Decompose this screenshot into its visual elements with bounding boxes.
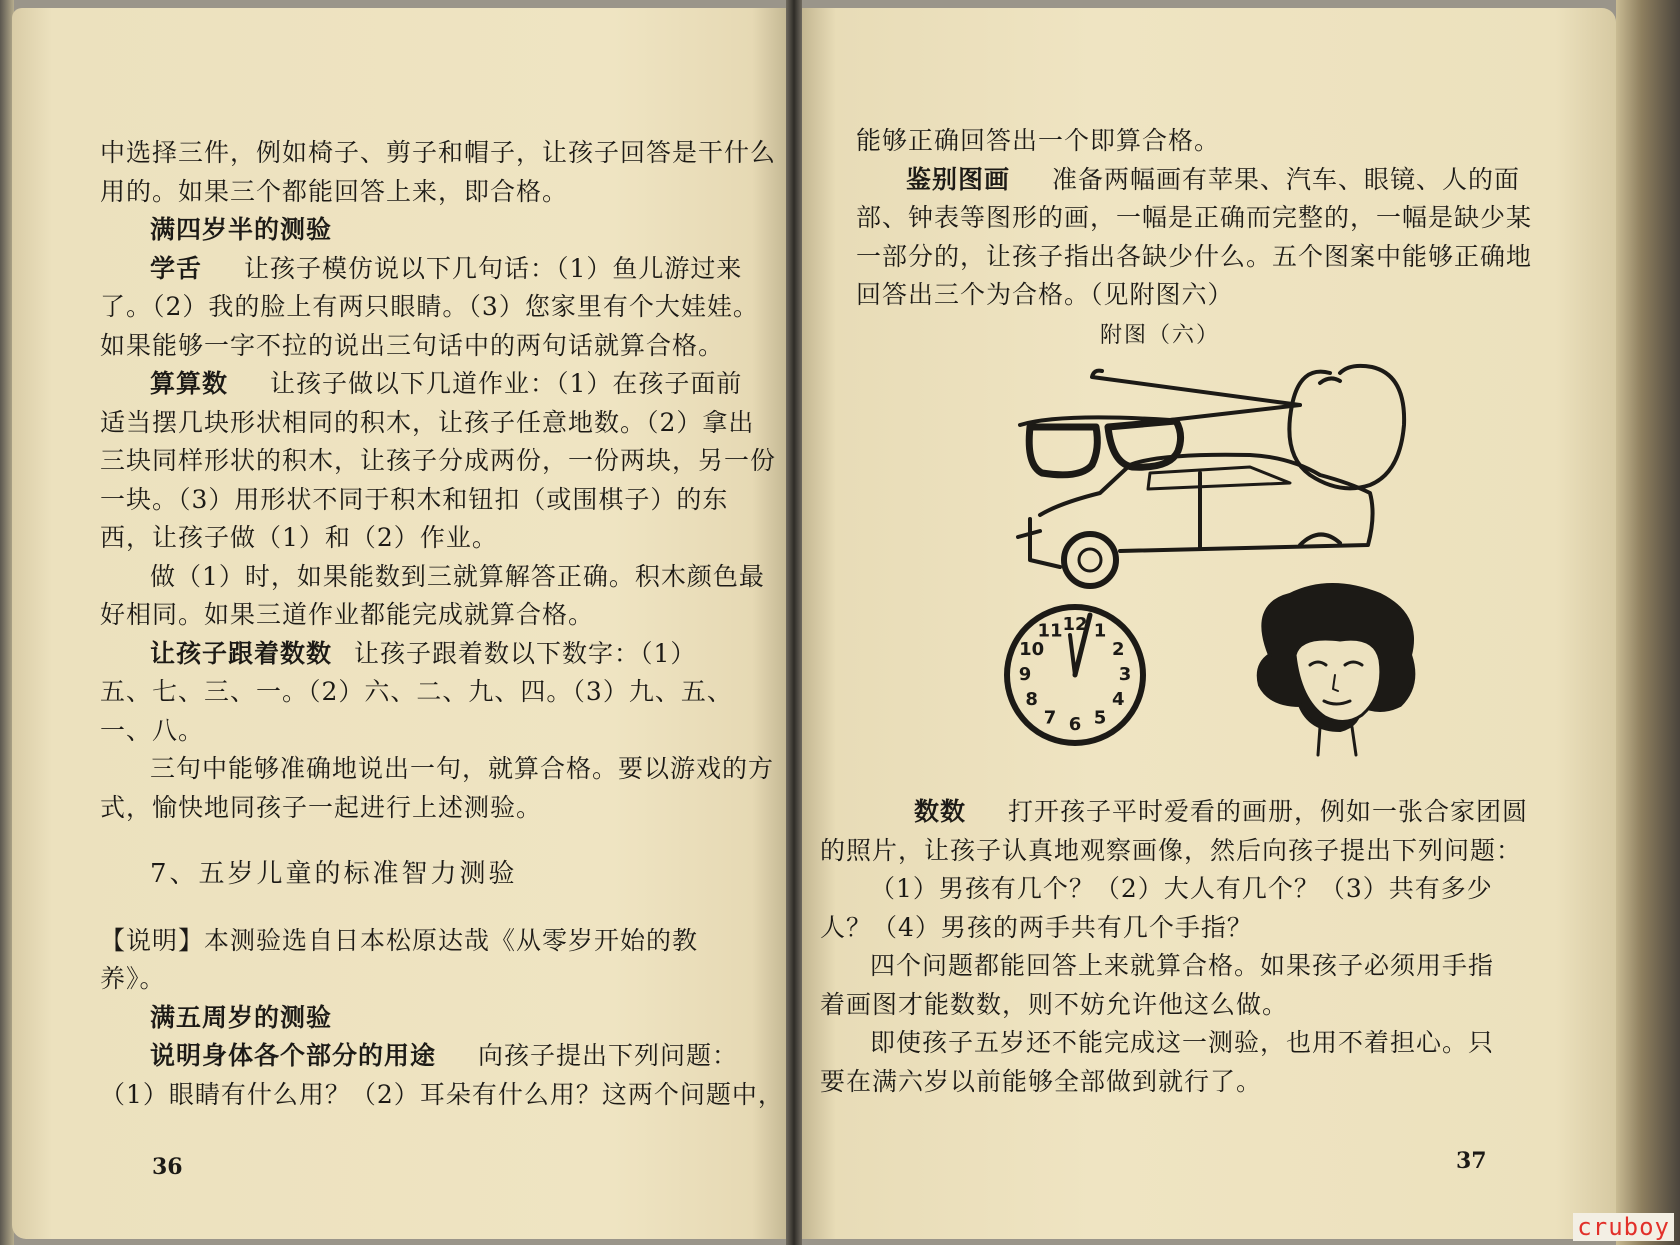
- clock-number: 1: [1093, 620, 1107, 642]
- clock-number: 11: [1037, 620, 1063, 642]
- text-line: 让孩子做以下几道作业：（1）在孩子面前: [270, 369, 743, 398]
- face-drawing: [1259, 585, 1414, 755]
- page-number-right: 37: [1456, 1148, 1487, 1174]
- text-line: （1）眼睛有什么用？（2）耳朵有什么用？这两个问题中，: [100, 1079, 784, 1109]
- text-line: 能够正确回答出一个即算合格。: [856, 126, 1221, 155]
- book-gutter: [786, 0, 802, 1245]
- watermark: cruboy: [1573, 1213, 1674, 1241]
- label-body-parts: 说明身体各个部分的用途: [150, 1041, 437, 1070]
- clock-number: 2: [1112, 639, 1125, 660]
- text-line: 四个问题都能回答上来就算合格。如果孩子必须用手指: [870, 951, 1495, 980]
- text-line: 西，让孩子做（1）和（2）作业。: [100, 523, 498, 552]
- text-line: 即使孩子五岁还不能完成这一测验，也用不着担心。只: [870, 1028, 1495, 1057]
- clock-number: 12: [1062, 614, 1088, 635]
- text-line: 养》。: [100, 964, 166, 993]
- text-line: （1）男孩有几个？（2）大人有几个？（3）共有多少: [870, 874, 1493, 903]
- text-line: 三句中能够准确地说出一句，就算合格。要以游戏的方: [150, 754, 775, 783]
- clock-number: 10: [1019, 639, 1045, 660]
- subheading-4-5-years: 满四岁半的测验: [150, 215, 333, 244]
- text-line: 向孩子提出下列问题：: [478, 1041, 739, 1070]
- clock-number: 5: [1093, 707, 1107, 729]
- text-line: 三块同样形状的积木，让孩子分成两份，一份两块，另一份: [100, 446, 777, 475]
- text-line: 式，愉快地同孩子一起进行上述测验。: [100, 792, 543, 822]
- text-line: 【说明】本测验选自日本松原达哉《从零岁开始的教: [100, 925, 699, 955]
- text-line: 人？（4）男孩的两手共有几个手指？: [820, 912, 1253, 942]
- text-line: 让孩子跟着数以下数字：（1）: [354, 638, 697, 668]
- text-line: 一部分的，让孩子指出各缺少什么。五个图案中能够正确地: [856, 241, 1533, 271]
- section-heading: 7、五岁儿童的标准智力测验: [150, 859, 518, 889]
- text-line: 中选择三件，例如椅子、剪子和帽子，让孩子回答是干什么: [100, 138, 777, 167]
- text-line: 如果能够一字不拉的说出三句话中的两句话就算合格。: [100, 330, 725, 360]
- book-edge-right: [1616, 0, 1680, 1245]
- text-line: 的照片，让孩子认真地观察画像，然后向孩子提出下列问题：: [820, 835, 1523, 865]
- clock-number: 3: [1118, 664, 1132, 685]
- label-gen: 让孩子跟着数数: [150, 638, 333, 668]
- figure-title: 附图（六）: [1100, 323, 1221, 348]
- text-line: 部、钟表等图形的画，一幅是正确而完整的，一幅是缺少某: [856, 203, 1533, 232]
- label-xueshe: 学舌: [150, 253, 203, 283]
- text-line: 一块。（3）用形状不同于积木和钮扣（或围棋子）的东: [100, 484, 729, 514]
- text-line: 用的。如果三个都能回答上来，即合格。: [100, 176, 569, 206]
- clock-number: 6: [1068, 714, 1082, 735]
- text-line: 打开孩子平时爱看的画册，例如一张合家团圆: [1008, 797, 1529, 826]
- clock-number: 7: [1043, 707, 1057, 729]
- text-line: 好相同。如果三道作业都能完成就算合格。: [100, 600, 595, 629]
- right-page-text-top: [856, 122, 1532, 315]
- left-page-text: [100, 134, 784, 1114]
- subheading-5-years: 满五周岁的测验: [150, 1002, 333, 1032]
- text-line: 要在满六岁以前能够全部做到就行了。: [820, 1066, 1263, 1096]
- text-line: 着画图才能数数，则不妨允许他这么做。: [820, 989, 1289, 1019]
- text-line: 适当摆几块形状相同的积木，让孩子任意地数。（2）拿出: [100, 407, 755, 437]
- clock-number: 8: [1025, 689, 1038, 710]
- clock-number: 4: [1112, 689, 1125, 710]
- text-line: 五、七、三、一。（2）六、二、九、四。（3）九、五、: [100, 677, 733, 706]
- text-line: 了。（2）我的脸上有两只眼睛。（3）您家里有个大娃娃。: [100, 292, 759, 321]
- text-line: 让孩子模仿说以下几句话：（1）鱼儿游过来: [244, 253, 743, 283]
- text-line: 准备两幅画有苹果、汽车、眼镜、人的面: [1052, 164, 1521, 194]
- right-page-text-bottom: [820, 793, 1528, 1101]
- figure-six-illustration: [1000, 355, 1590, 785]
- text-line: 做（1）时，如果能数到三就算解答正确。积木颜色最: [150, 561, 765, 591]
- label-shushu: 数数: [914, 797, 967, 826]
- label-suan: 算算数: [150, 369, 229, 398]
- label-jianbie: 鉴别图画: [906, 164, 1011, 194]
- page-number-left: 36: [152, 1154, 183, 1180]
- clock-number: 9: [1018, 664, 1032, 685]
- text-line: 回答出三个为合格。（见附图六）: [856, 280, 1234, 309]
- text-line: 一、八。: [100, 715, 205, 745]
